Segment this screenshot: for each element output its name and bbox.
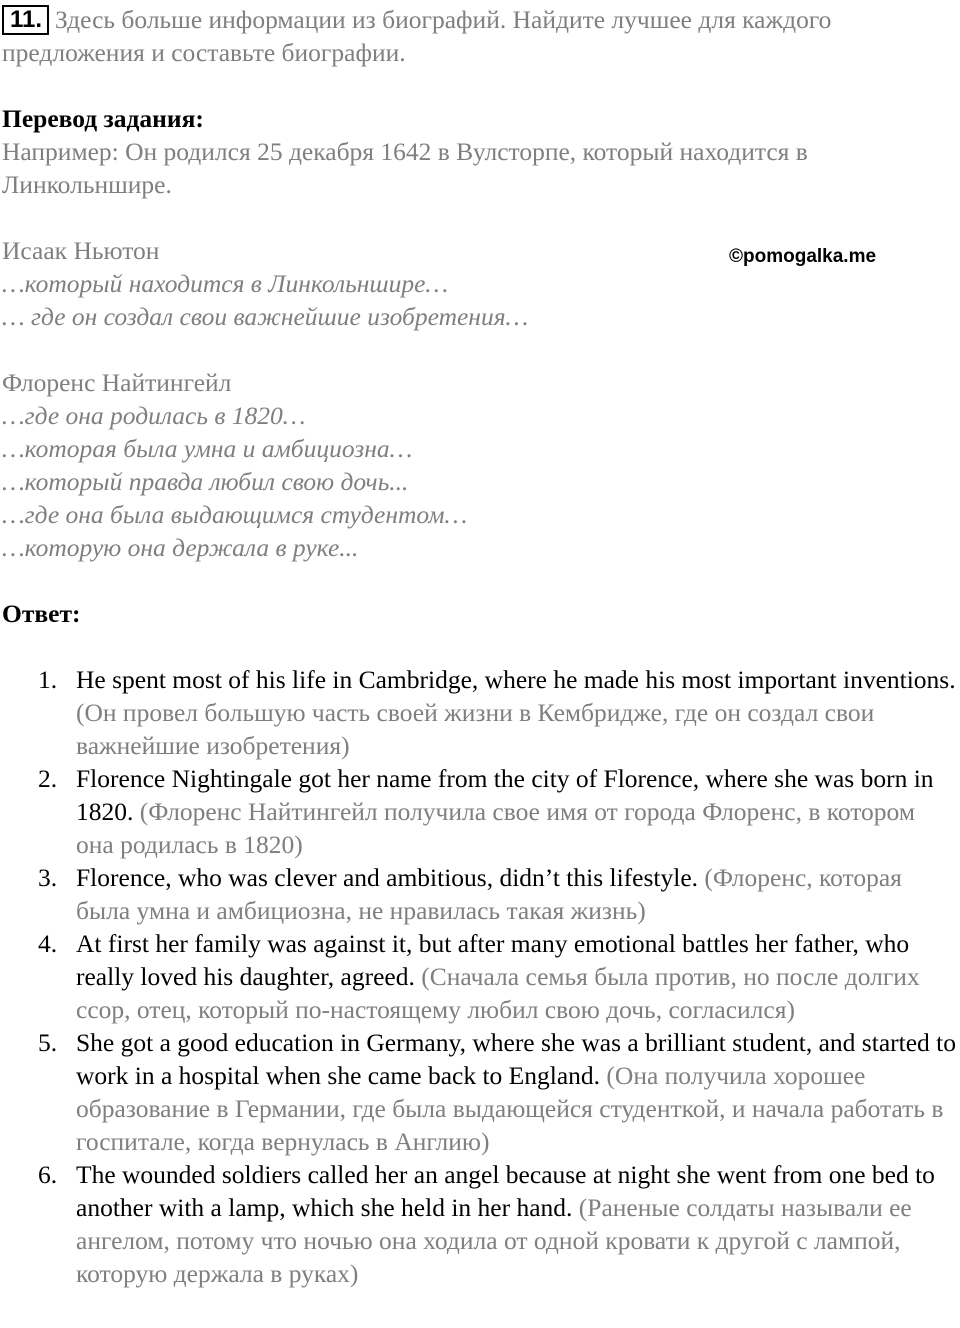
answer-number: 3. (38, 863, 58, 892)
answer-item (2, 1158, 958, 1290)
biography-phrase: …где она родилась в 1820… (2, 401, 306, 430)
answer-item (2, 861, 958, 927)
answer-russian: (Раненые солдаты называли ее ангелом, потому что ночью она ходила от одной кровати к другой с лампой, которую держала в руках) (76, 1193, 912, 1288)
answer-item (2, 1026, 958, 1158)
translation-example: Например: Он родился 25 декабря 1642 в Вулсторпе, который находится в Линкольншире. (2, 137, 808, 199)
task-number: 11. (2, 5, 49, 35)
answer-item (2, 663, 958, 762)
answer-number: 1. (38, 665, 58, 694)
exercise-page (2, 3, 958, 1290)
task-header (2, 3, 958, 69)
answer-russian: (Он провел большую часть своей жизни в Кембридже, где он создал свои важнейшие изобретения) (76, 698, 875, 760)
answer-number: 2. (38, 764, 58, 793)
task-text: Здесь больше информации из биографий. Найдите лучшее для каждого предложения и составьте биографии. (2, 5, 832, 67)
answer-russian: (Флоренс, которая была умна и амбициозна, не нравилась такая жизнь) (76, 863, 902, 925)
answer-english: Florence, who was clever and ambitious, didn’t this lifestyle. (76, 863, 699, 892)
biography-phrase: …где она была выдающимся студентом… (2, 500, 468, 529)
biography-nightingale (2, 366, 958, 564)
answer-item (2, 927, 958, 1026)
biography-phrase: …которую она держала в руке... (2, 533, 359, 562)
biography-phrase: … где он создал свои важнейшие изобретения… (2, 302, 529, 331)
translation-section (2, 102, 958, 201)
answer-item (2, 762, 958, 861)
answer-english: He spent most of his life in Cambridge, where he made his most important inventions. (76, 665, 956, 694)
translation-heading: Перевод задания: (2, 104, 204, 133)
biography-phrase: …который правда любил свою дочь... (2, 467, 409, 496)
answer-english: Florence Nightingale got her name from the city of Florence, where she was born in 1820. (76, 764, 934, 826)
biography-name: Исаак Ньютон (2, 236, 160, 265)
answer-english: She got a good education in Germany, where she was a brilliant student, and started to work in a hospital when she came back to England. (76, 1028, 956, 1090)
answer-heading: Ответ: (2, 599, 81, 628)
answer-english: At first her family was against it, but after many emotional battles her father, who really loved his daughter, agreed. (76, 929, 910, 991)
biography-name: Флоренс Найтингейл (2, 368, 232, 397)
answer-number: 4. (38, 929, 58, 958)
watermark: ©pomogalka.me (729, 246, 877, 267)
answer-section (2, 597, 958, 1290)
answer-number: 6. (38, 1160, 58, 1189)
biography-phrase: …который находится в Линкольншире… (2, 269, 449, 298)
answer-list (2, 663, 958, 1290)
answer-russian: (Она получила хорошее образование в Германии, где была выдающейся студенткой, и начала работать в госпитале, когда вернулась в Англию) (76, 1061, 944, 1156)
answer-russian: (Сначала семья была против, но после долгих ссор, отец, который по-настоящему любил свою дочь, согласился) (76, 962, 920, 1024)
answer-english: The wounded soldiers called her an angel because at night she went from one bed to another with a lamp, which she held in her hand. (76, 1160, 935, 1222)
answer-number: 5. (38, 1028, 58, 1057)
answer-russian: (Флоренс Найтингейл получила свое имя от города Флоренс, в котором она родилась в 1820) (76, 797, 915, 859)
biography-phrase: …которая была умна и амбициозна… (2, 434, 413, 463)
